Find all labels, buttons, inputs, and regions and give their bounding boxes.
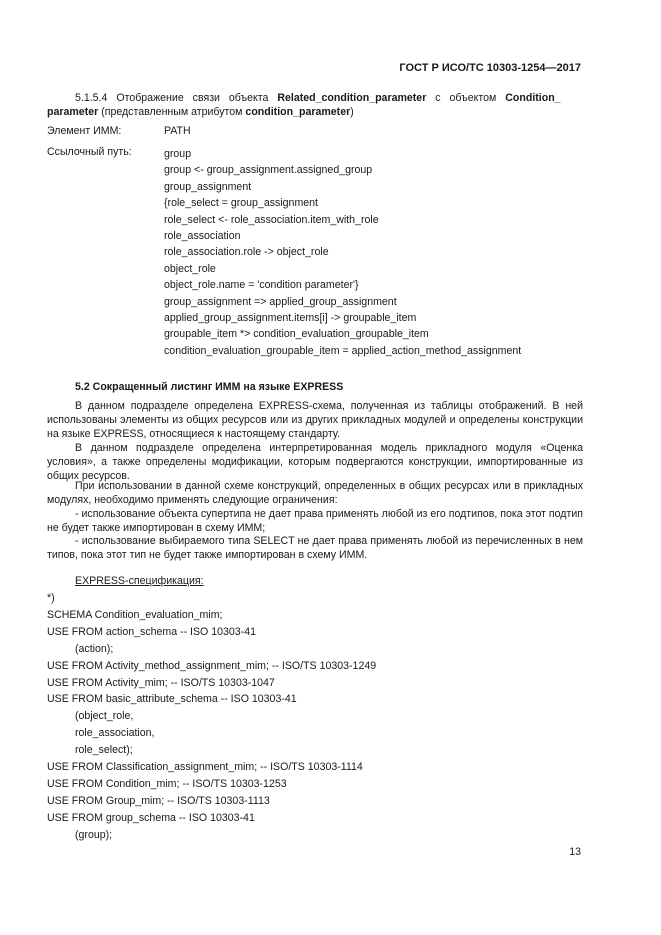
- express-line: (object_role,: [75, 710, 134, 723]
- path-line: group_assignment => applied_group_assignment: [164, 295, 397, 308]
- express-line: role_association,: [75, 727, 155, 740]
- target-name-part1: Condition_: [505, 92, 561, 104]
- target-name-part2: parameter: [47, 106, 99, 118]
- element-value: PATH: [164, 125, 191, 137]
- element-label: Элемент ИММ:: [47, 125, 122, 137]
- page-number: 13: [569, 846, 581, 858]
- express-line: role_select);: [75, 744, 133, 757]
- express-line: SCHEMA Condition_evaluation_mim;: [47, 608, 223, 621]
- path-label: Ссылочный путь:: [47, 146, 132, 158]
- express-line: (group);: [75, 828, 113, 841]
- path-line: group <- group_assignment.assigned_group: [164, 164, 373, 177]
- paren-text-post: ): [350, 106, 354, 118]
- path-line: role_association.role -> object_role: [164, 246, 329, 259]
- section-text-pre: Отображение связи объекта: [116, 92, 269, 104]
- attribute-name: condition_parameter: [245, 106, 351, 118]
- restriction-item-2: - использование выбираемого типа SELECT не дает права применять любой из перечисленных в нем типов, пока этот тип не будет также импортирован в схему ИММ.: [47, 535, 583, 561]
- path-line: group: [164, 148, 192, 160]
- document-id-header: ГОСТ Р ИСО/ТС 10303-1254—2017: [399, 62, 581, 74]
- paren-text-pre: (представленным атрибутом: [101, 106, 243, 118]
- express-line: USE FROM group_schema -- ISO 10303-41: [47, 811, 255, 824]
- paragraph-1: В данном подразделе определена EXPRESS-схема, полученная из таблицы отображений. В ней использованы элементы из общих ресурсов или из других прикладных модулей и определены конструкции на языке EXPRESS, относящиеся к настоящему стандарту.: [47, 400, 583, 440]
- section-number: 5.1.5.4: [75, 92, 108, 104]
- section-5-1-5-4-line2: [47, 105, 583, 119]
- paragraph-3: При использовании в данной схеме конструкций, определенных в общих ресурсах или в прикладных модулях, необходимо применять следующие ограничения:: [47, 480, 583, 506]
- paragraph-2: В данном подразделе определена интерпретированная модель прикладного модуля «Оценка условия», а также определены модификации, которым подвергаются конструкции, импортированные из общих ресурсов.: [47, 442, 583, 482]
- section-text-mid: с объектом: [435, 92, 497, 104]
- express-code-block: [47, 590, 376, 844]
- express-line: USE FROM Group_mim; -- ISO/TS 10303-1113: [47, 794, 270, 807]
- express-line: USE FROM Activity_method_assignment_mim; -- ISO/TS 10303-1249: [47, 659, 377, 672]
- path-line: groupable_item *> condition_evaluation_groupable_item: [164, 328, 429, 341]
- express-line: USE FROM Activity_mim; -- ISO/TS 10303-1047: [47, 676, 275, 689]
- path-line: role_association: [164, 230, 241, 243]
- express-line: (action);: [75, 642, 114, 655]
- express-line: USE FROM action_schema -- ISO 10303-41: [47, 625, 257, 638]
- path-line: object_role: [164, 262, 216, 275]
- restriction-item-1: - использование объекта супертипа не дает права применять любой из его подтипов, пока этот подтип не будет также импортирован в схему ИММ;: [47, 508, 583, 534]
- entity-name: Related_condition_parameter: [277, 92, 427, 104]
- path-line: {role_select = group_assignment: [164, 197, 319, 210]
- path-line: group_assignment: [164, 180, 252, 193]
- path-line: object_role.name = 'condition parameter'}: [164, 279, 359, 292]
- express-line: USE FROM basic_attribute_schema -- ISO 10303-41: [47, 693, 297, 706]
- section-5-2-title: 5.2 Сокращенный листинг ИММ на языке EXPRESS: [75, 381, 344, 393]
- section-5-1-5-4: [47, 91, 583, 105]
- reference-path: [164, 146, 521, 359]
- express-line: *): [47, 592, 55, 604]
- path-line: applied_group_assignment.items[i] -> groupable_item: [164, 312, 417, 325]
- path-line: role_select <- role_association.item_with_role: [164, 213, 379, 226]
- express-spec-label: EXPRESS-спецификация:: [75, 575, 204, 587]
- express-line: USE FROM Classification_assignment_mim; -- ISO/TS 10303-1114: [47, 761, 363, 774]
- path-line: condition_evaluation_groupable_item = applied_action_method_assignment: [164, 344, 522, 357]
- express-line: USE FROM Condition_mim; -- ISO/TS 10303-1253: [47, 777, 287, 790]
